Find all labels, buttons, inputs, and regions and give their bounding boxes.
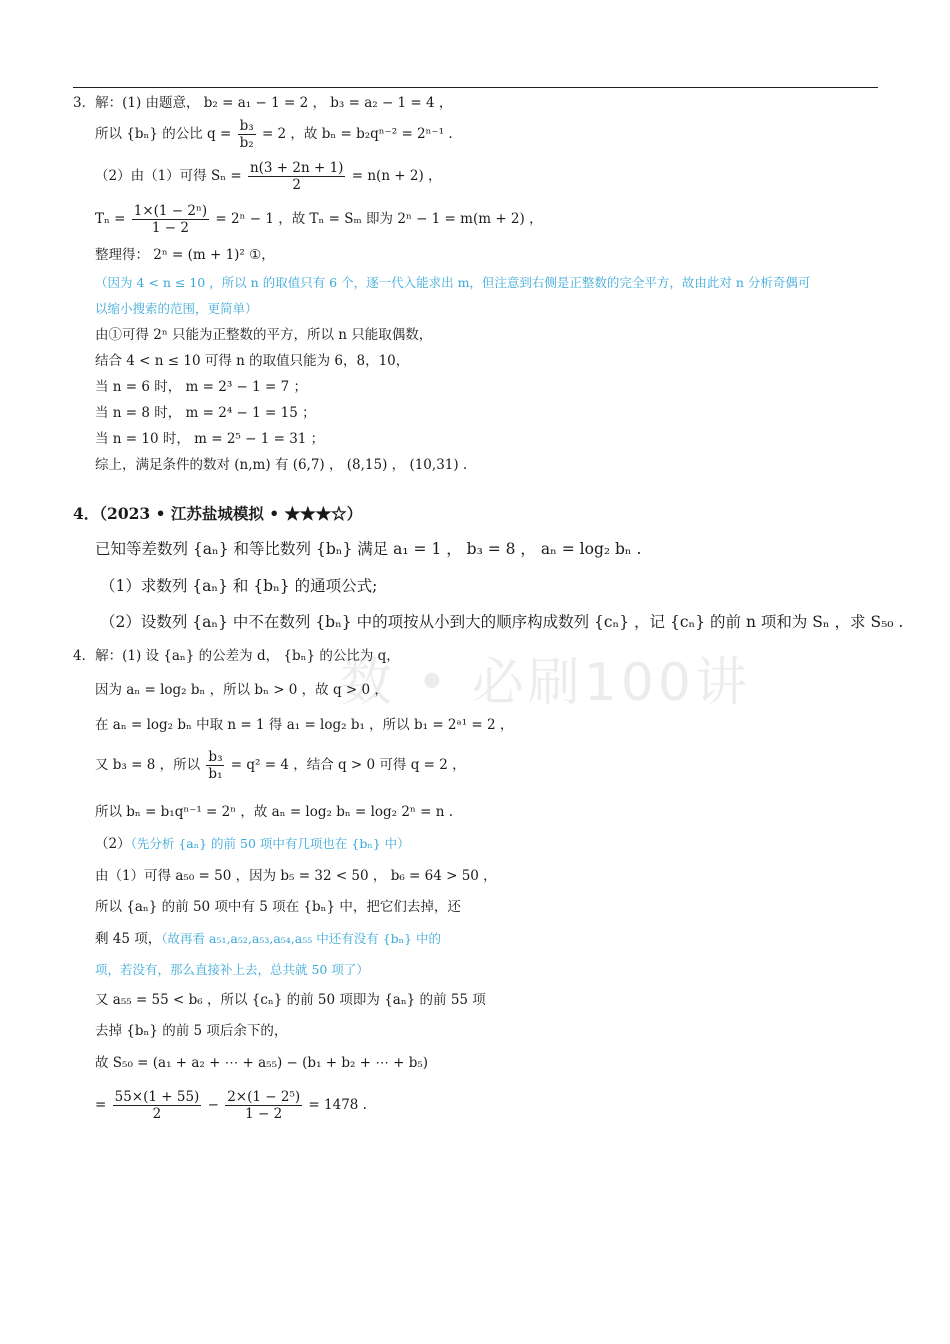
sum-b-denominator: 1 − 2 [245, 1106, 283, 1122]
tn-denominator: 1 − 2 [151, 220, 189, 236]
sol4-line-9 [95, 930, 441, 948]
sol3-line-10: 当 n = 10 时， m = 2⁵ − 1 = 31 ； [95, 431, 325, 447]
sn-numerator: n(3 + 2n + 1) [249, 160, 344, 176]
sum-b-numerator: 2×(1 − 2⁵) [227, 1089, 301, 1105]
problem-4-question-1: （1）求数列 {aₙ} 和 {bₙ} 的通项公式; [100, 577, 378, 595]
sol4-line-11: 去掉 {bₙ} 的前 5 项后余下的， [95, 1023, 288, 1039]
tn-numerator: 1×(1 − 2ⁿ) [133, 203, 208, 219]
sol3-line-2-text-b: = 2 ，故 bₙ = b₂qⁿ⁻² = 2ⁿ⁻¹ . [261, 126, 453, 142]
sol4-line-6-text-a: （2） [95, 836, 131, 852]
sol3-line-4-text-b: = 2ⁿ − 1 ，故 Tₙ = Sₘ 即为 2ⁿ − 1 = m(m + 2) ， [215, 211, 543, 227]
sol4-line-13-minus: − [207, 1097, 219, 1113]
sol4-line-1: 4．解：(1) 设 {aₙ} 的公差为 d， {bₙ} 的公比为 q， [73, 648, 400, 664]
sol3-line-6: 由①可得 2ⁿ 只能为正整数的平方，所以 n 只能取偶数， [95, 327, 433, 343]
sol4-line-2: 因为 aₙ = log₂ bₙ ，所以 bₙ > 0 ，故 q > 0 ， [95, 682, 388, 698]
sol4-line-5: 所以 bₙ = b₁qⁿ⁻¹ = 2ⁿ ，故 aₙ = log₂ bₙ = log₂ 2ⁿ = n . [95, 804, 453, 820]
sol3-line-7: 结合 4 < n ≤ 10 可得 n 的取值只能为 6，8，10， [95, 353, 410, 369]
sol4-hint-1: （先分析 {aₙ} 的前 50 项中有几项也在 {bₙ} 中） [130, 836, 410, 851]
sum-a-numerator: 55×(1 + 55) [114, 1089, 200, 1105]
sol3-line-3 [95, 160, 442, 193]
sol3-line-2-text-a: 所以 {bₙ} 的公比 q = [95, 126, 232, 142]
q-ratio-fraction [206, 749, 224, 782]
ratio-denominator: b₂ [239, 135, 254, 151]
sol3-line-11: 综上，满足条件的数对 (n,m) 有 (6,7) ， (8,15) ， (10,31) . [95, 457, 468, 473]
sol4-line-13-eq: = [95, 1097, 107, 1113]
q-ratio-denominator: b₁ [208, 766, 223, 782]
sum-a-denominator: 2 [152, 1106, 162, 1122]
sol4-line-10: 又 a₅₅ = 55 < b₆ ，所以 {cₙ} 的前 50 项即为 {aₙ} 的前 55 项 [95, 992, 486, 1008]
sol3-line-9: 当 n = 8 时， m = 2⁴ − 1 = 15 ； [95, 405, 316, 421]
problem-4-question-2: （2）设数列 {aₙ} 中不在数列 {bₙ} 中的项按从小到大的顺序构成数列 {cₙ} ，记 {cₙ} 的前 n 项和为 Sₙ ，求 S₅₀ . [100, 613, 904, 631]
sol4-line-4-text-b: = q² = 4 ，结合 q > 0 可得 q = 2 ， [230, 757, 466, 773]
sol3-line-3-text-a: （2）由（1）可得 Sₙ = [95, 168, 242, 184]
problem-4-stem: 已知等差数列 {aₙ} 和等比数列 {bₙ} 满足 a₁ = 1 ， b₃ = 8 ， aₙ = log₂ bₙ . [95, 540, 642, 558]
sol3-line-8: 当 n = 6 时， m = 2³ − 1 = 7 ； [95, 379, 308, 395]
ratio-fraction [238, 118, 256, 151]
sol3-hint-line-2: 以缩小搜索的范围，更简单） [95, 301, 258, 316]
sol4-line-13-result: = 1478 . [308, 1097, 367, 1113]
q-ratio-numerator: b₃ [208, 749, 223, 765]
sol4-line-12: 故 S₅₀ = (a₁ + a₂ + ⋯ + a₅₅) − (b₁ + b₂ + ⋯ + b₅) [95, 1055, 429, 1071]
sol3-line-5: 整理得： 2ⁿ = (m + 1)² ①， [95, 247, 275, 263]
sol4-line-3: 在 aₙ = log₂ bₙ 中取 n = 1 得 a₁ = log₂ b₁ ，所以 b₁ = 2ᵃ¹ = 2 ， [95, 717, 514, 733]
sol4-line-9-text-a: 剩 45 项， [95, 931, 162, 947]
sol3-hint-line-1: （因为 4 < n ≤ 10 ，所以 n 的取值只有 6 个，逐一代入能求出 m，但注意到右侧是正整数的完全平方，故由此对 n 分析奇偶可 [95, 275, 811, 290]
sn-fraction [248, 160, 345, 193]
sol3-line-2 [95, 118, 453, 151]
sum-a-fraction [113, 1089, 202, 1122]
sol4-hint-3: 项，若没有，那么直接补上去，总共就 50 项了） [95, 962, 369, 977]
sol3-line-1: 3．解：(1) 由题意， b₂ = a₁ − 1 = 2 ， b₃ = a₂ − 1 = 4 ， [73, 95, 453, 111]
sol3-line-3-text-b: = n(n + 2) ， [351, 168, 442, 184]
sol4-hint-2: （故再看 a₅₁,a₅₂,a₅₃,a₅₄,a₅₅ 中还有没有 {bₙ} 中的 [161, 931, 441, 946]
sol3-line-4 [95, 203, 543, 236]
sol4-line-4 [95, 749, 466, 782]
header-rule [73, 87, 878, 88]
sol3-line-4-text-a: Tₙ = [95, 211, 126, 227]
sum-b-fraction [225, 1089, 302, 1122]
sol4-line-6 [95, 835, 410, 853]
problem-4-header: 4．（2023 • 江苏盐城模拟 • ★★★☆） [73, 504, 363, 523]
sol4-line-4-text-a: 又 b₃ = 8 ，所以 [95, 757, 201, 773]
tn-fraction [132, 203, 209, 236]
sol4-line-8: 所以 {aₙ} 的前 50 项中有 5 项在 {bₙ} 中，把它们去掉，还 [95, 899, 461, 915]
sn-denominator: 2 [292, 177, 301, 193]
sol4-line-7: 由（1）可得 a₅₀ = 50 ，因为 b₅ = 32 < 50 ， b₆ = 64 > 50 ， [95, 868, 497, 884]
sol4-line-13 [95, 1089, 367, 1122]
ratio-numerator: b₃ [239, 118, 254, 134]
watermark: 数 • 必刷100讲 [340, 653, 751, 713]
